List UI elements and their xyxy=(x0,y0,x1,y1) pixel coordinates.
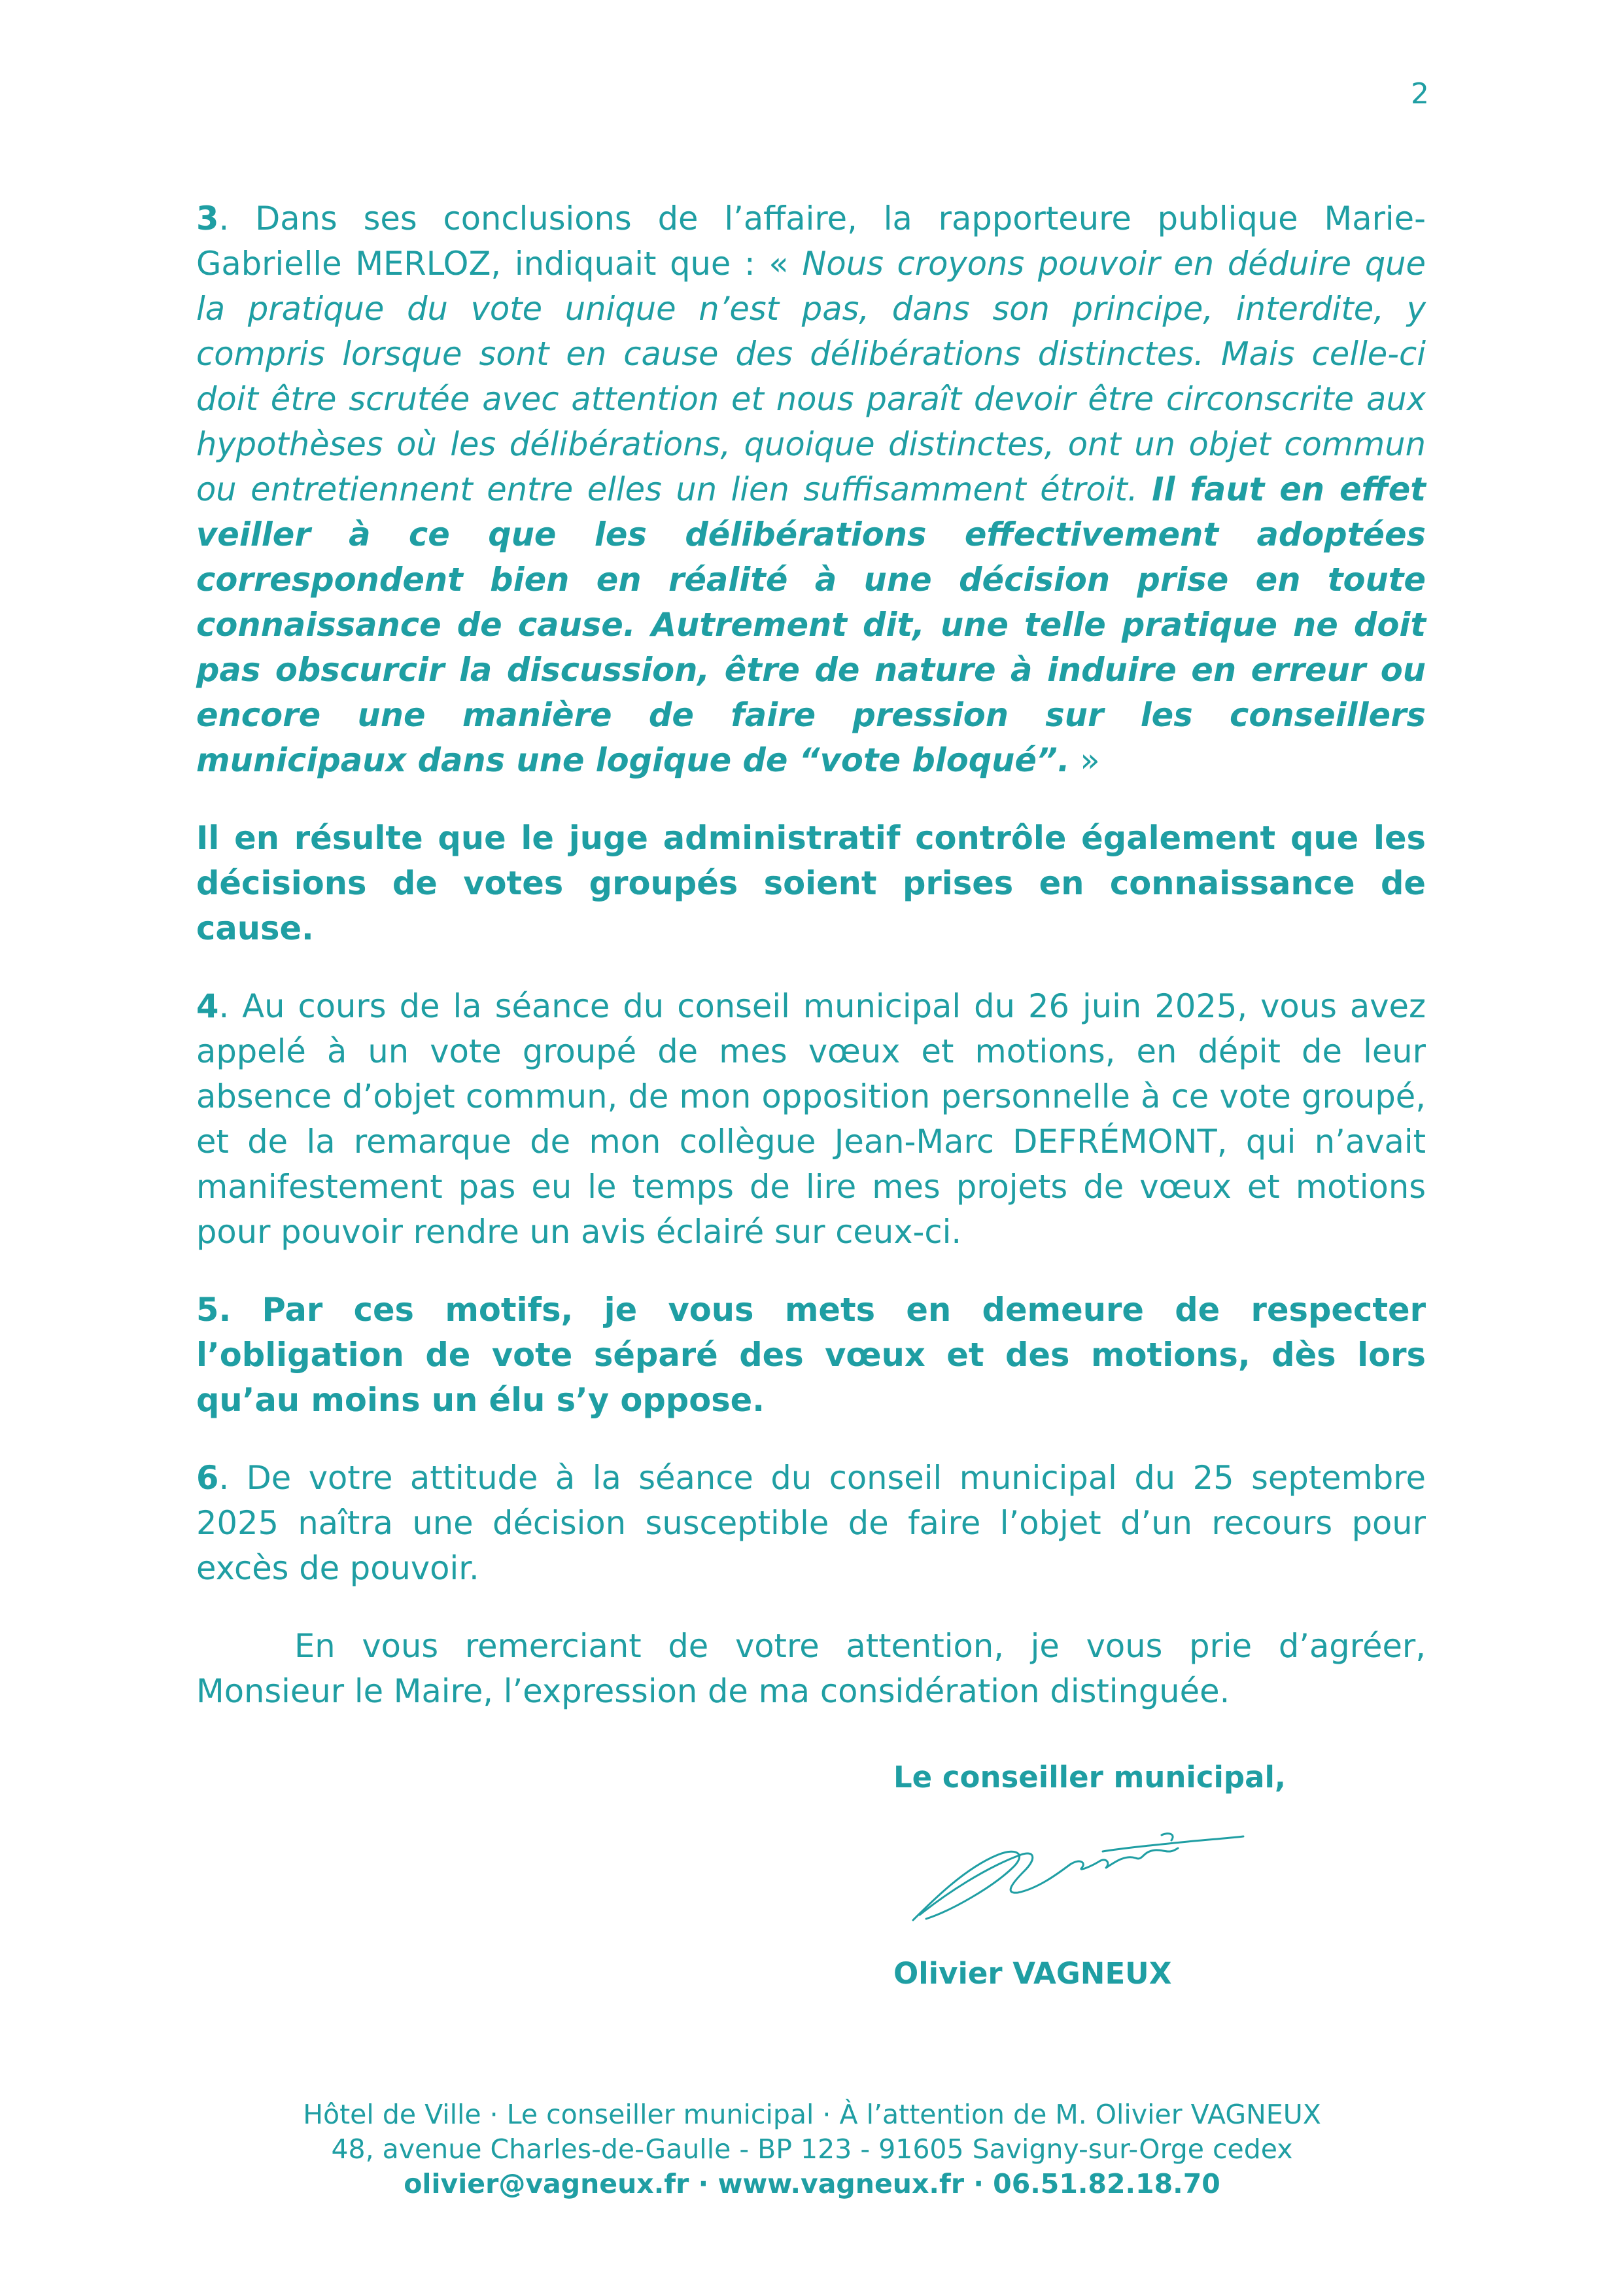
paragraph-6-text: . De votre attitude à la séance du conseil municipal du 25 septembre 2025 naîtra une décision susceptible de faire l’objet d’un recours pour excès de pouvoir. xyxy=(196,1459,1426,1587)
handwritten-signature xyxy=(907,1829,1247,1927)
signatory-name: Olivier VAGNEUX xyxy=(893,1956,1172,1991)
footer xyxy=(0,2097,1624,2201)
footer-address-line-1: Hôtel de Ville · Le conseiller municipal · À l’attention de M. Olivier VAGNEUX xyxy=(303,2099,1321,2130)
paragraph-6 xyxy=(196,1456,1426,1591)
footer-address-line-2: 48, avenue Charles-de-Gaulle - BP 123 - 91605 Savigny-sur-Orge cedex xyxy=(331,2133,1293,2165)
paragraph-3-intro: . Dans ses conclusions de l’affaire, la rapporteure publique Marie-Gabrielle MERLOZ, indiquait que : « xyxy=(196,200,1426,283)
page-number: 2 xyxy=(1411,77,1429,111)
signature-title: Le conseiller municipal, xyxy=(893,1760,1287,1795)
paragraph-3 xyxy=(196,196,1426,783)
paragraph-4-text: . Au cours de la séance du conseil municipal du 26 juin 2025, vous avez appelé à un vote groupé de mes vœux et motions, en dépit de leur absence d’objet commun, de mon opposition personnelle à ce vote groupé, et de la remarque de mon collègue Jean-Marc DEFRÉMONT, qui n’avait manifestement pas eu le temps de lire mes projets de vœux et motions pour pouvoir rendre un avis éclairé sur ceux-ci. xyxy=(196,987,1426,1251)
quote-close: » xyxy=(1069,741,1100,779)
paragraph-4-number: 4 xyxy=(196,987,219,1025)
footer-contact-line[interactable]: olivier@vagneux.fr · www.vagneux.fr · 06.51.82.18.70 xyxy=(404,2168,1220,2199)
closing-paragraph: En vous remerciant de votre attention, je vous prie d’agréer, Monsieur le Maire, l’expression de ma considération distinguée. xyxy=(196,1627,1426,1710)
quote-bold-italic: Il faut en effet veiller à ce que les délibérations effectivement adoptées correspondent bien en réalité à une décision prise en toute connaissance de cause. Autrement dit, une telle pratique ne doit pas obscurcir la discussion, être de nature à induire en erreur ou encore une manière de faire pression sur les conseillers municipaux dans une logique de “vote bloqué”. xyxy=(196,470,1426,779)
paragraph-3-number: 3 xyxy=(196,200,219,237)
quote-italic: Nous croyons pouvoir en déduire que la pratique du vote unique n’est pas, dans son principe, interdite, y compris lorsque sont en cause des délibérations distinctes. Mais celle-ci doit être scrutée avec attention et nous paraît devoir être circonscrite aux hypothèses où les délibérations, quoique distinctes, ont un objet commun ou entretiennent entre elles un lien suffisamment étroit. xyxy=(196,245,1426,508)
paragraph-5: 5. Par ces motifs, je vous mets en demeure de respecter l’obligation de vote séparé des vœux et des motions, dès lors qu’au moins un élu s’y oppose. xyxy=(196,1291,1426,1419)
paragraph-4 xyxy=(196,984,1426,1255)
result-paragraph: Il en résulte que le juge administratif contrôle également que les décisions de votes groupés soient prises en connaissance de cause. xyxy=(196,819,1426,947)
paragraph-6-number: 6 xyxy=(196,1459,219,1497)
letter-body xyxy=(196,196,1426,1747)
